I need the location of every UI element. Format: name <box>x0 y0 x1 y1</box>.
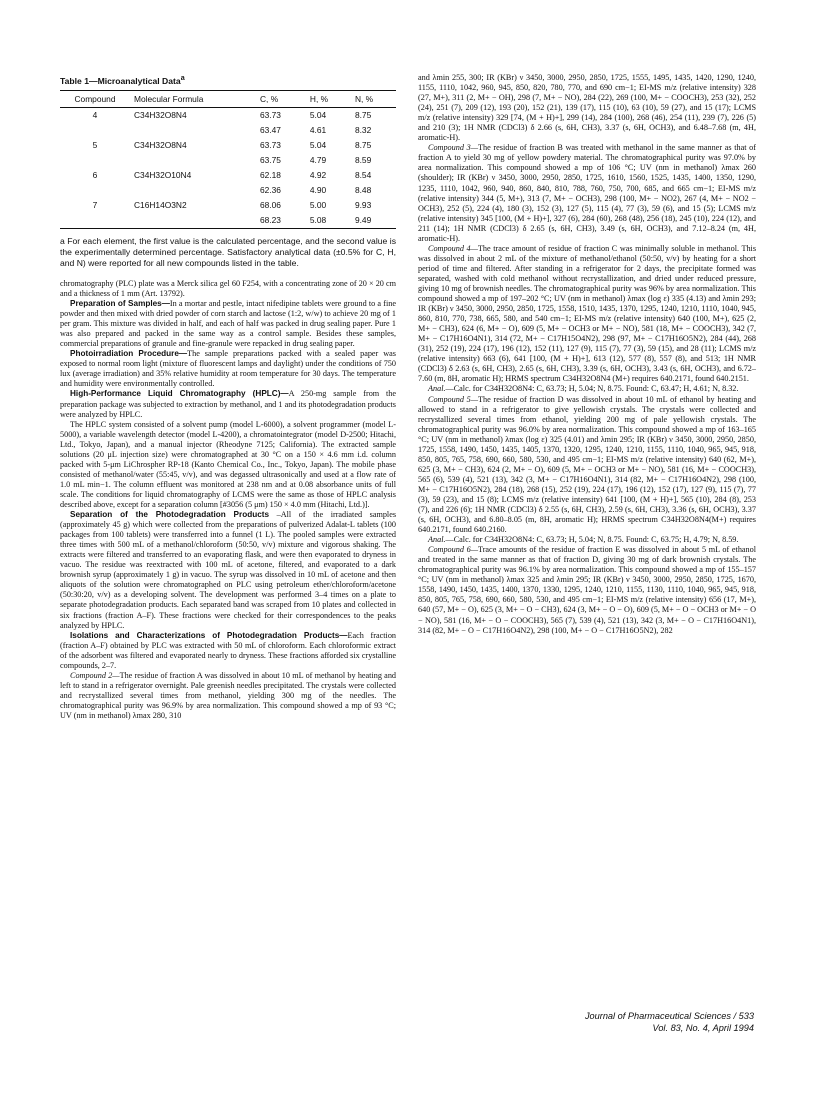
cell-compound <box>60 213 130 229</box>
cell-h: 4.79 <box>309 155 327 166</box>
cell-formula: C34H32O8N4 <box>134 110 187 121</box>
paragraph-compound-3: Compound 3—The residue of fraction B was treated with methanol in the same manner as that of fraction A to yield 30 mg of yellow powdery material. The chromatographical purity was 97.0% by area normalization. This compound showed a mp of 106 °C; UV (nm in methanol) λmax 260 (shoulder); IR (KBr) ν 3450, 3000, 2950, 2850, 1725, 1610, 1560, 1525, 1435, 1400, 1350, 1290, 1235, 1110, 1042, 960, 940, 860, 840, 810, 788, 760, 750, 700, 685, and 665 cm−1; EI-MS m/z (relative intensity) 344 (5, M+), 313 (7, M+ − OCH3), 298 (100, M+ − NO2), 267 (4, M+ − NO2 − OCH3), 252 (5), 224 (4), 180 (3), 152 (3), 127 (5), 115 (4), 77 (3), 59 (6), and 15 (5); LCMS m/z (relative intensity) 345 [100, (M + H)+], 327 (6), 284 (60), 268 (48), 256 (18), 245 (10), 224 (12), and 211 (14); 1H NMR (CDCl3) δ 2.65 (s, 6H, CH3), 3.49 (s, 6H, OCH3), and 7.12–8.24 (m, 4H, aromatic-H). <box>418 143 756 243</box>
cell-formula <box>130 153 256 168</box>
table-caption: Table 1—Microanalytical Data$^a$ <box>60 74 185 86</box>
paragraph-hplc: High-Performance Liquid Chromatography (HPLC)—A 250-mg sample from the preparation package was subjected to extraction by methanol, and 1 and its photodegradation products were analyzed by HPLC. <box>60 389 396 419</box>
cell-n: 8.32 <box>354 125 372 136</box>
paragraph-plc: chromatography (PLC) plate was a Merck silica gel 60 F254, with a concentrating zone of 20 × 20 cm and a thickness of 1 mm (Art. 13792). <box>60 278 396 298</box>
paragraph-anal-5: Anal.—Calc. for C34H32O8N4: C, 63.73; H, 5.04; N, 8.75. Found: C, 63.75; H, 4.79; N, 8.59. <box>428 535 739 545</box>
cell-h: 4.92 <box>309 170 327 181</box>
table-row <box>60 138 396 153</box>
cell-compound <box>60 183 130 198</box>
heading-hplc: High-Performance Liquid Chromatography (HPLC)— <box>70 389 289 399</box>
cell-c: 63.73 <box>260 140 281 151</box>
cell-formula: C16H14O3N2 <box>134 200 187 211</box>
cell-c: 68.23 <box>256 213 306 229</box>
journal-page: Journal of Pharmaceutical Sciences / 533 <box>584 1011 754 1021</box>
cell-formula: C34H32O10N4 <box>134 170 192 181</box>
table-footnote: a For each element, the first value is the calculated percentage, and the second value is the experimentally determined percentage. Satisfactory analytical data (±0.5% for C, H, and N) were reported for all new compounds listed in the table. <box>60 235 396 268</box>
table-row <box>60 183 396 198</box>
heading-compound-6: Compound 6— <box>428 545 478 555</box>
left-column <box>60 73 396 721</box>
table-body <box>60 107 396 228</box>
col-header-compound: Compound <box>60 90 130 107</box>
cell-h: 4.90 <box>309 185 327 196</box>
cell-n: 8.75 <box>354 110 372 121</box>
right-column <box>418 73 756 636</box>
heading-photoirradiation: Photoirradiation Procedure— <box>70 349 188 359</box>
table-row <box>60 107 396 123</box>
cell-n: 8.54 <box>354 170 372 181</box>
cell-compound <box>60 153 130 168</box>
table-header-row <box>60 90 396 107</box>
paragraph-compound-6: Compound 6—Trace amounts of the residue of fraction E was dissolved in about 5 mL of ethanol and treated in the same manner as that of fraction D, giving 30 mg of dark brownish crystals. The chromatographical purity was 96.1% by area normalization. This compound showed a mp of 155–157 °C; UV (nm in methanol) λmax 325 and λmin 295; IR (KBr) ν 3450, 3000, 2950, 2850, 1725, 1670, 1558, 1490, 1450, 1435, 1400, 1370, 1330, 1295, 1240, 1210, 1155, 1130, 1110, 1040, 965, 945, 918, 850, 805, 765, 758, 690, 660, 580, 530, and 495 cm−1; EI-MS m/z (relative intensity) 656 (17, M+), 640 (57, M+ − O), 625 (3, M+ − O − CH3), 624 (3, M+ − O − O), 609 (5, M+ − O − OCH3 or M+ − O − NO), 581 (16, M+ − O − COOCH3), 565 (7), 539 (4), 521 (13), 342 (3, M+ − O − C17H16O4N1), 314 (82, M+ − O − C17H16O4N2), 298 (100, M+ − O − C17H16O5N2), 282 <box>418 545 757 635</box>
cell-formula <box>130 183 256 198</box>
table-row <box>60 153 396 168</box>
heading-compound-2: Compound 2— <box>70 670 120 680</box>
paragraph-hplc-system: The HPLC system consisted of a solvent pump (model L-6000), a solvent programmer (model L-5000), a variable wavelength detector (model L-4200), a chromatointegrator (model D-2500; Hitachi, Ltd., Tokyo, Japan), and a manual injector (Rheodyne 7125; California). The extracted sample solutions (20 μL injection size) were chromatographed at 30 °C on a 150 × 4.6 mm i.d. column packed with 5-μm LiChrospher RP-18 (Kanto Chemical Co., Inc., Tokyo, Japan). The mobile phase consisted of methanol/water (55:45, v/v), and was degassed ultrasonically and used at a flow rate of 1.0 mL min−1. The column effluent was monitored at 238 nm and at 0.08 absorbance units of full scale. The conditions for liquid chromatography of LCMS were the same as those of HPLC analysis described above, except for a separation column [#3056 (5 μm) 150 × 4.0 mm (Hitachi, Ltd.)]. <box>60 419 396 509</box>
cell-n: 9.49 <box>351 213 396 229</box>
cell-c: 63.75 <box>260 155 281 166</box>
paragraph-isolation: Isolations and Characterizations of Photodegradation Products—Each fraction (fraction A–F) obtained by PLC was extracted with 50 mL of chloroform. Each chloroformic extract of the adsorbent was filtered and evaporated nearly to dryness. These fractions afforded six crystalline compounds, 2–7. <box>60 630 397 670</box>
cell-c: 63.47 <box>260 125 281 136</box>
heading-compound-5: Compound 5— <box>428 394 479 404</box>
heading-sample-prep: Preparation of Samples— <box>70 299 170 309</box>
heading-isolation: Isolations and Characterizations of Photodegradation Products— <box>70 630 348 640</box>
table-row <box>60 123 396 138</box>
journal-issue: Vol. 83, No. 4, April 1994 <box>652 1023 754 1033</box>
paragraph-compound-5: Compound 5—The residue of fraction D was dissolved in about 10 mL of ethanol by heating and allowed to stand in a refrigerator to give yellowish crystals. The crystals were collected and recrystallized several times from ethanol, yielding 200 mg of pale yellowish crystals. The chromatographical purity was 96.0% by area normalization. This compound showed a mp of 163–165 °C; UV (nm in methanol) λmax (log ε) 325 (4.01) and λmin 295; IR (KBr) ν 3450, 3000, 2950, 2850, 1725, 1558, 1490, 1450, 1435, 1405, 1370, 1320, 1295, 1240, 1210, 1155, 1110, 1040, 965, 945, 918, 850, 805, 765, 758, 690, 660, 580, 530, and 495 cm−1; EI-MS m/z (relative intensity) 640 (62, M+), 625 (3, M+ − CH3), 624 (2, M+ − O), 609 (5, M+ − OCH3 or M+ − NO), 581 (16, M+ − COOCH3), 565 (6), 539 (4), 521 (13), 342 (3, M+ − C17H16O4N1), 314 (82, M+ − C17H16O4N2), 298 (100, M+ − C17H16O5N2), 284 (18), 268 (15), 252 (19), 224 (17), 196 (12), 152 (17), 127 (9), 115 (7), 77 (3), 59 (23), and 15 (8); LCMS m/z (relative intensity) 641 [100, (M + H)+], 565 (10), 284 (8), 253 (7), and 226 (6); 1H NMR (CDCl3) δ 2.55 (s, 6H, CH3), 2.59 (s, 6H, CH3), 3.36 (s, 6H, OCH3), 3.37 (s, 6H, OCH3), and 6.80–8.05 (m, 8H, aromatic H); HRMS spectrum C34H32O8N4(M+) requires 640.2171, found 640.2160. <box>418 394 756 535</box>
paragraph-compound-2: Compound 2—The residue of fraction A was dissolved in about 10 mL of methanol by heating and left to stand in a refrigerator overnight. Pale greenish needles precipitated. The crystals were collected and recrystallized several times from methanol, yielding 300 mg of the needles. The chromatographical purity was 96.9% by area normalization. This compound showed a mp of 93 °C; UV (nm in methanol) λmax 280, 310 <box>60 670 397 720</box>
page-footer <box>454 1010 754 1034</box>
heading-compound-3: Compound 3— <box>428 143 478 153</box>
cell-c: 62.18 <box>260 170 281 181</box>
cell-compound: 4 <box>92 110 98 121</box>
paragraph-separation: Separation of the Photodegradation Products –All of the irradiated samples (approximately 45 g) which were collected from the preparations of pulverized Adalat-L tablets (100 packages from 100 tablets) were transferred into a funnel (1 L). The pooled samples were extracted three times with 500 mL of a methanol/chloroform (50:50, v/v) mixture and vigorous shaking. The extracts were filtered and transferred to an evaporating flask, and were then evaporated to dryness in vacuo. The residue was reextracted with 100 mL of acetone, filtered, and evaporated to a dark brownish syrup (approximately 1 g) in vacuo. The syrup was dissolved in 10 mL of acetone and then aliquots of the solution were chromatographed on PLC using petroleum ether/chloroform/acetone (50:30:20, v/v) as a developing solvent. The development was performed 3–4 times on a plate to separate photodegradation products. Each separated band was scraped from 10 plates and collected in six fractions (fraction A–F). These fractions were checked for their correspondences to the peaks analyzed by HPLC. <box>60 510 397 630</box>
cell-h: 5.04 <box>309 110 327 121</box>
cell-n: 8.48 <box>354 185 372 196</box>
cell-c: 68.06 <box>260 200 281 211</box>
table-row <box>60 213 396 229</box>
cell-compound <box>60 123 130 138</box>
cell-c: 63.73 <box>260 110 281 121</box>
cell-n: 9.93 <box>354 200 372 211</box>
cell-formula: C34H32O8N4 <box>134 140 187 151</box>
cell-n: 8.75 <box>354 140 372 151</box>
col-header-c: C, % <box>256 90 306 107</box>
cell-n: 8.59 <box>354 155 372 166</box>
heading-separation: Separation of the Photodegradation Products <box>70 510 270 520</box>
cell-h: 5.00 <box>309 200 327 211</box>
microanalytical-table <box>60 90 396 229</box>
paragraph-anal-4: Anal.—Calc. for C34H32O8N4: C, 63.73; H, 5.04; N, 8.75. Found: C, 63.47; H, 4.61; N, 8.32. <box>428 384 739 394</box>
col-header-n: N, % <box>351 90 396 107</box>
cell-compound: 6 <box>92 170 98 181</box>
cell-formula <box>130 123 256 138</box>
cell-compound: 5 <box>92 140 98 151</box>
table-row <box>60 168 396 183</box>
col-header-h: H, % <box>306 90 351 107</box>
col-header-formula: Molecular Formula <box>130 90 256 107</box>
cell-h: 5.04 <box>309 140 327 151</box>
paragraph-compound-4: Compound 4—The trace amount of residue of fraction C was minimally soluble in methanol. This was dissolved in about 2 mL of the mixture of methanol/ethanol (50:50, v/v) by heating for a short period of time and filtered. After standing in a refrigerator for 2 days, the precipitate formed was separated, washed with cold methanol without recrystallization, and dried under reduced pressure, giving 10 mg of brownish needles. The chromatographical purity was 96% by area normalization. This compound showed a mp of 197–202 °C; UV (nm in methanol) λmax (log ε) 335 (4.13) and λmin 293; IR (KBr) ν 3450, 3000, 2950, 2850, 1725, 1558, 1510, 1435, 1370, 1295, 1240, 1210, 1110, 1040, 945, 860, 810, 770, 738, 665, 580, and 540 cm−1; EI-MS m/z (relative intensity) 640 (100, M+), 625 (2, M+ − CH3), 624 (6, M+ − O), 609 (5, M+ − OCH3 or M+ − NO), 581 (18, M+ − COOCH3), 342 (7, M+ − C17H16O4N1), 314 (72, M+ − C17H15O4N2), 298 (97, M+ − C17H16O5N2), 284 (44), 268 (31), 252 (19), 224 (17), 196 (12), 152 (11), 127 (9), 115 (7), 77 (3), 59 (15), and 28 (11); LCMS m/z (relative intensity) 663 (6), 641 [100, (M + H)+], 613 (12), 577 (8), 557 (8), and 513; 1H NMR (CDCl3) δ 2.63 (s, 6H, CH3), 2.65 (s, 6H, CH3), 3.39 (s, 6H, OCH3), 3.43 (s, 6H, OCH3), and 6.72–7.60 (m, 8H, aromatic H); HRMS spectrum C34H32O8N4 (M+) requires 640.2171, found 640.2151. <box>418 243 757 384</box>
paragraph-sample-prep: Preparation of Samples—In a mortar and pestle, intact nifedipine tablets were ground to a fine powder and then mixed with dried powder of corn starch and lactose (1:2, w/w) to achieve 20 mg of 1 per gram. This mixture was divided in half, and each of half was packed in drug sealing paper. Pure 1 was also prepared and packed in the same way as a control sample. Besides these samples, commercial preparations of granule and fine-granule were repacked in drug sealing paper. <box>60 299 396 349</box>
paragraph-compound-2-cont: and λmin 255, 300; IR (KBr) ν 3450, 3000, 2950, 2850, 1725, 1555, 1495, 1435, 1420, 1290, 1240, 1155, 1110, 1042, 960, 945, 850, 820, 780, 770, and 690 cm−1; EI-MS m/z (relative intensity) 328 (27, M+), 311 (2, M+ − OH), 298 (7, M+ − NO), 284 (22), 269 (100, M+ − COOCH3), 253 (32), 252 (24), 251 (7), 209 (12), 193 (20), 152 (21), 139 (17), 115 (10), 63 (10), 59 (27), and 15 (17); LCMS m/z (relative intensity) 329 [74, (M + H)+], 299 (14), 284 (100), 268 (46), 254 (11), 239 (7), 226 (5) and 210 (3); 1H NMR (CDCl3) δ 2.66 (s, 6H, CH3), 3.37 (s, 6H, OCH3), and 6.48–7.68 (m, 4H, aromatic-H). <box>418 73 756 143</box>
cell-h: 5.08 <box>306 213 351 229</box>
paragraph-photoirradiation: Photoirradiation Procedure—The sample preparations packed with a sealed paper was exposed to normal room light (mixture of fluorescent lamps and daylight) under the conditions of 750 lux (average irradiation) and 35% relative humidity at room temperature for 30 days. The temperature and humidity were environmentally controlled. <box>60 349 396 389</box>
heading-compound-4: Compound 4— <box>428 243 478 253</box>
cell-formula <box>130 213 256 229</box>
cell-h: 4.61 <box>309 125 327 136</box>
cell-c: 62.36 <box>260 185 281 196</box>
cell-compound: 7 <box>92 200 98 211</box>
table-row <box>60 198 396 213</box>
